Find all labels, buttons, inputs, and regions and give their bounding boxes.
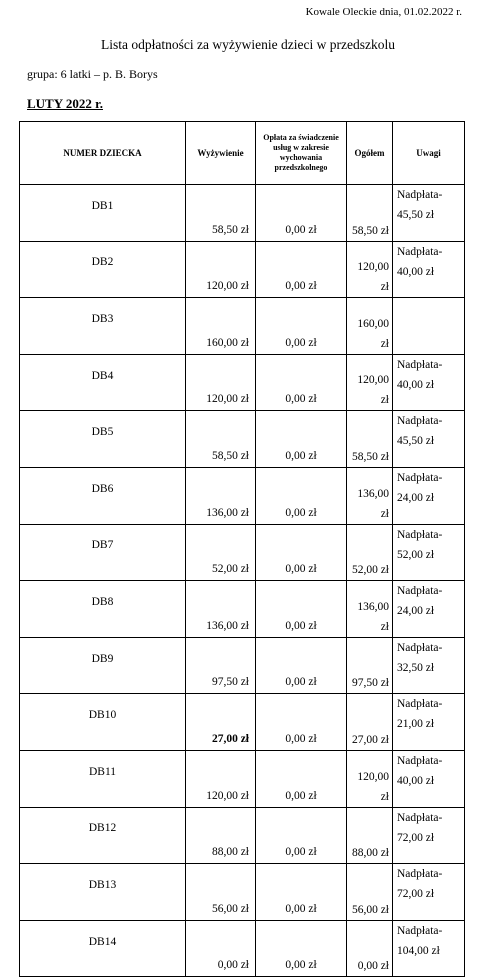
preschool-fee-cell: 0,00 zł xyxy=(256,920,347,977)
preschool-fee-cell: 0,00 zł xyxy=(256,524,347,581)
table-row xyxy=(20,524,465,581)
col-header-total: Ogółem xyxy=(347,122,393,185)
col-header-meals: Wyżywienie xyxy=(186,122,256,185)
child-number-cell: DB10 xyxy=(20,694,186,751)
preschool-fee-cell: 0,00 zł xyxy=(256,241,347,298)
total-cell: 136,00 zł xyxy=(347,581,393,638)
note-cell: Nadpłata-24,00 zł xyxy=(393,467,465,524)
child-number-cell: DB13 xyxy=(20,864,186,921)
total-cell: 52,00 zł xyxy=(347,524,393,581)
meals-cell: 160,00 zł xyxy=(186,298,256,355)
meals-cell: 88,00 zł xyxy=(186,807,256,864)
preschool-fee-cell: 0,00 zł xyxy=(256,694,347,751)
meals-cell: 136,00 zł xyxy=(186,581,256,638)
preschool-fee-cell: 0,00 zł xyxy=(256,807,347,864)
table-row xyxy=(20,467,465,524)
total-cell: 27,00 zł xyxy=(347,694,393,751)
table-row xyxy=(20,411,465,468)
meals-cell: 0,00 zł xyxy=(186,920,256,977)
note-cell: Nadpłata-40,00 zł xyxy=(393,354,465,411)
table-row xyxy=(20,807,465,864)
table-row xyxy=(20,241,465,298)
child-number-cell: DB8 xyxy=(20,581,186,638)
note-cell: Nadpłata-72,00 zł xyxy=(393,864,465,921)
preschool-fee-cell: 0,00 zł xyxy=(256,411,347,468)
meals-cell: 58,50 zł xyxy=(186,411,256,468)
meals-cell: 120,00 zł xyxy=(186,750,256,807)
table-header-row xyxy=(20,122,465,185)
total-cell: 0,00 zł xyxy=(347,920,393,977)
group-label: grupa: 6 latki – p. B. Borys xyxy=(27,67,158,81)
child-number-cell: DB2 xyxy=(20,241,186,298)
child-number-cell: DB11 xyxy=(20,750,186,807)
child-number-cell: DB14 xyxy=(20,920,186,977)
table-body xyxy=(20,185,465,977)
col-header-preschool-fee: Opłata za świadczenie usług w zakresie wychowania przedszkolnego xyxy=(256,122,347,185)
table-row xyxy=(20,185,465,242)
child-number-cell: DB1 xyxy=(20,185,186,242)
note-cell: Nadpłata-45,50 zł xyxy=(393,411,465,468)
child-number-cell: DB7 xyxy=(20,524,186,581)
meals-cell: 120,00 zł xyxy=(186,354,256,411)
child-number-cell: DB5 xyxy=(20,411,186,468)
preschool-fee-cell: 0,00 zł xyxy=(256,354,347,411)
fees-table xyxy=(19,121,465,977)
note-cell: Nadpłata-24,00 zł xyxy=(393,581,465,638)
note-cell: Nadpłata-104,00 zł xyxy=(393,920,465,977)
meals-cell: 27,00 zł xyxy=(186,694,256,751)
note-cell: Nadpłata-40,00 zł xyxy=(393,750,465,807)
meals-cell: 136,00 zł xyxy=(186,467,256,524)
month-heading: LUTY 2022 r. xyxy=(27,96,103,111)
table-row xyxy=(20,637,465,694)
meals-cell: 120,00 zł xyxy=(186,241,256,298)
child-number-cell: DB3 xyxy=(20,298,186,355)
meals-cell: 52,00 zł xyxy=(186,524,256,581)
total-cell: 160,00 zł xyxy=(347,298,393,355)
total-cell: 97,50 zł xyxy=(347,637,393,694)
document-title: Lista odpłatności za wyżywienie dzieci w przedszkolu xyxy=(101,37,395,52)
table-row xyxy=(20,694,465,751)
preschool-fee-cell: 0,00 zł xyxy=(256,298,347,355)
table-row xyxy=(20,298,465,355)
preschool-fee-cell: 0,00 zł xyxy=(256,637,347,694)
preschool-fee-cell: 0,00 zł xyxy=(256,185,347,242)
total-cell: 136,00 zł xyxy=(347,467,393,524)
total-cell: 120,00 zł xyxy=(347,241,393,298)
col-header-child-number: NUMER DZIECKA xyxy=(20,122,186,185)
note-cell xyxy=(393,298,465,355)
preschool-fee-cell: 0,00 zł xyxy=(256,750,347,807)
meals-cell: 97,50 zł xyxy=(186,637,256,694)
total-cell: 120,00 zł xyxy=(347,354,393,411)
total-cell: 58,50 zł xyxy=(347,411,393,468)
place-date: Kowale Oleckie dnia, 01.02.2022 r. xyxy=(305,6,462,18)
table-row xyxy=(20,920,465,977)
total-cell: 120,00 zł xyxy=(347,750,393,807)
total-cell: 58,50 zł xyxy=(347,185,393,242)
table-row xyxy=(20,581,465,638)
total-cell: 56,00 zł xyxy=(347,864,393,921)
table-row xyxy=(20,354,465,411)
col-header-notes: Uwagi xyxy=(393,122,465,185)
child-number-cell: DB12 xyxy=(20,807,186,864)
table-row xyxy=(20,864,465,921)
total-cell: 88,00 zł xyxy=(347,807,393,864)
child-number-cell: DB4 xyxy=(20,354,186,411)
meals-cell: 58,50 zł xyxy=(186,185,256,242)
note-cell: Nadpłata-72,00 zł xyxy=(393,807,465,864)
preschool-fee-cell: 0,00 zł xyxy=(256,581,347,638)
preschool-fee-cell: 0,00 zł xyxy=(256,864,347,921)
preschool-fee-cell: 0,00 zł xyxy=(256,467,347,524)
note-cell: Nadpłata-52,00 zł xyxy=(393,524,465,581)
note-cell: Nadpłata-32,50 zł xyxy=(393,637,465,694)
note-cell: Nadpłata-45,50 zł xyxy=(393,185,465,242)
child-number-cell: DB6 xyxy=(20,467,186,524)
note-cell: Nadpłata-40,00 zł xyxy=(393,241,465,298)
child-number-cell: DB9 xyxy=(20,637,186,694)
note-cell: Nadpłata-21,00 zł xyxy=(393,694,465,751)
meals-cell: 56,00 zł xyxy=(186,864,256,921)
table-row xyxy=(20,750,465,807)
